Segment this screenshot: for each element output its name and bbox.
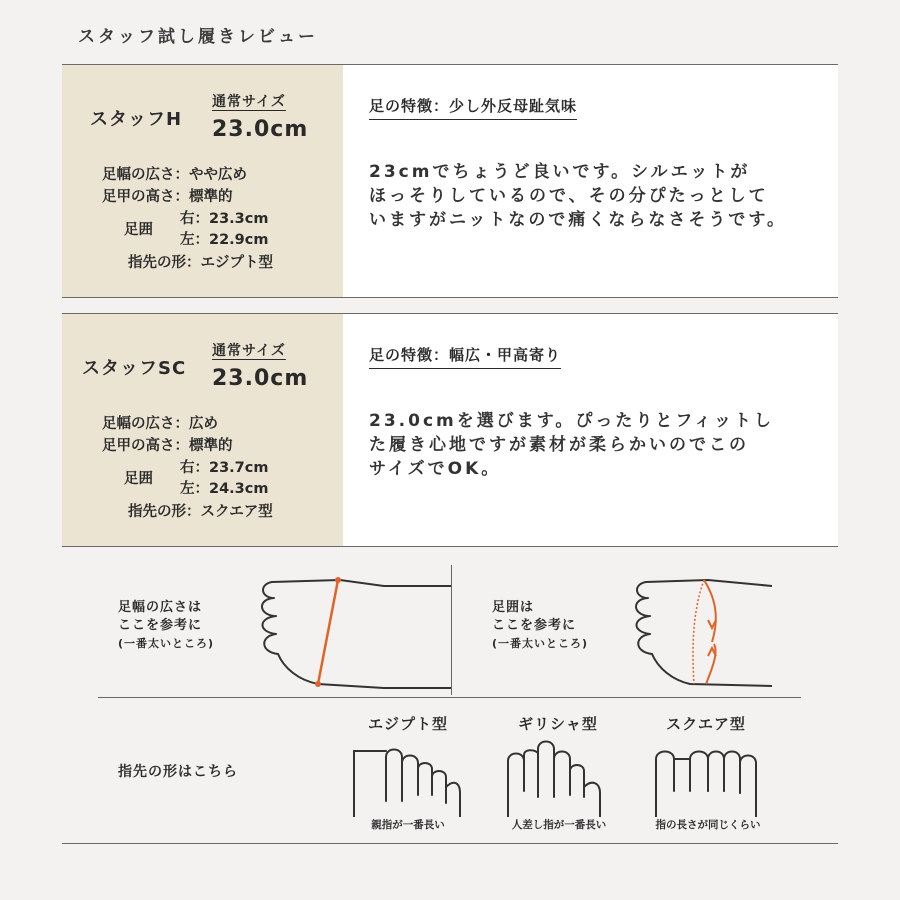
girth-right-row: 右：23.7cm [180, 460, 269, 476]
shape-title-greek: ギリシャ型 [518, 715, 598, 733]
foot-width-diagram [248, 572, 452, 692]
usual-size-label: 通常サイズ [212, 94, 286, 110]
usual-size-value: 23.0cm [212, 117, 309, 142]
usual-size-label: 通常サイズ [212, 343, 286, 359]
page-title: スタッフ試し履きレビュー [78, 27, 318, 47]
staff-card-h [62, 65, 838, 297]
foot-girth-diagram [628, 572, 772, 692]
shape-caption-square: 指の長さが同じくらい [655, 819, 761, 831]
dot-icon [335, 577, 341, 583]
foot-width-row: 足幅の広さ：広め [102, 416, 218, 432]
usual-size-value: 23.0cm [212, 366, 309, 391]
staff-name: スタッフH [90, 109, 183, 130]
foot-girth-guide-text: 足囲は ここを参考に (一番太いところ) [492, 600, 589, 650]
foot-feature: 足の特徴：少し外反母趾気味 [369, 95, 577, 120]
dot-icon [315, 681, 321, 687]
staff-review [369, 314, 829, 546]
staff-spec-panel [62, 65, 343, 297]
divider [98, 697, 801, 698]
foot-feature: 足の特徴：幅広・甲高寄り [369, 344, 561, 369]
divider [62, 843, 838, 844]
girth-label: 足囲 [124, 471, 153, 487]
girth-left-row: 左：24.3cm [180, 481, 269, 497]
staff-spec-panel [62, 314, 343, 546]
toe-shape-row: 指先の形：スクエア型 [128, 504, 273, 520]
shape-caption-egyptian: 親指が一番長い [371, 819, 445, 831]
shape-title-egyptian: エジプト型 [367, 715, 448, 733]
instep-height-row: 足甲の高さ：標準的 [102, 438, 233, 454]
vertical-divider [451, 565, 452, 695]
foot-width-row: 足幅の広さ：やや広め [102, 167, 247, 183]
instep-height-row: 足甲の高さ：標準的 [102, 189, 233, 205]
toe-shape-row: 指先の形：エジプト型 [128, 255, 273, 271]
staff-card-sc [62, 314, 838, 546]
shape-caption-greek: 人差し指が一番長い [511, 819, 607, 831]
egyptian-toe-diagram [350, 739, 466, 817]
toe-shape-heading: 指先の形はこちら [118, 764, 238, 780]
girth-label: 足囲 [124, 222, 153, 238]
review-comment: 23.0cmを選びます。ぴったりとフィットし た履き心地ですが素材が柔らかいのでこの サイズでOK。 [369, 411, 775, 479]
shape-title-square: スクエア型 [666, 715, 746, 733]
girth-right-row: 右：23.3cm [180, 211, 269, 227]
divider [62, 297, 838, 298]
staff-name: スタッフSC [82, 358, 187, 379]
girth-left-row: 左：22.9cm [180, 232, 269, 248]
greek-toe-diagram [504, 737, 620, 817]
square-toe-diagram [652, 739, 772, 817]
staff-review [369, 65, 829, 297]
measurement-guide [62, 547, 838, 844]
review-comment: 23cmでちょうど良いです。シルエットが ほっそりしているので、その分ぴたっとして いますがニットなので痛くならなさそうです。 [369, 162, 787, 230]
foot-width-guide-text: 足幅の広さは ここを参考に (一番太いところ) [118, 600, 215, 650]
